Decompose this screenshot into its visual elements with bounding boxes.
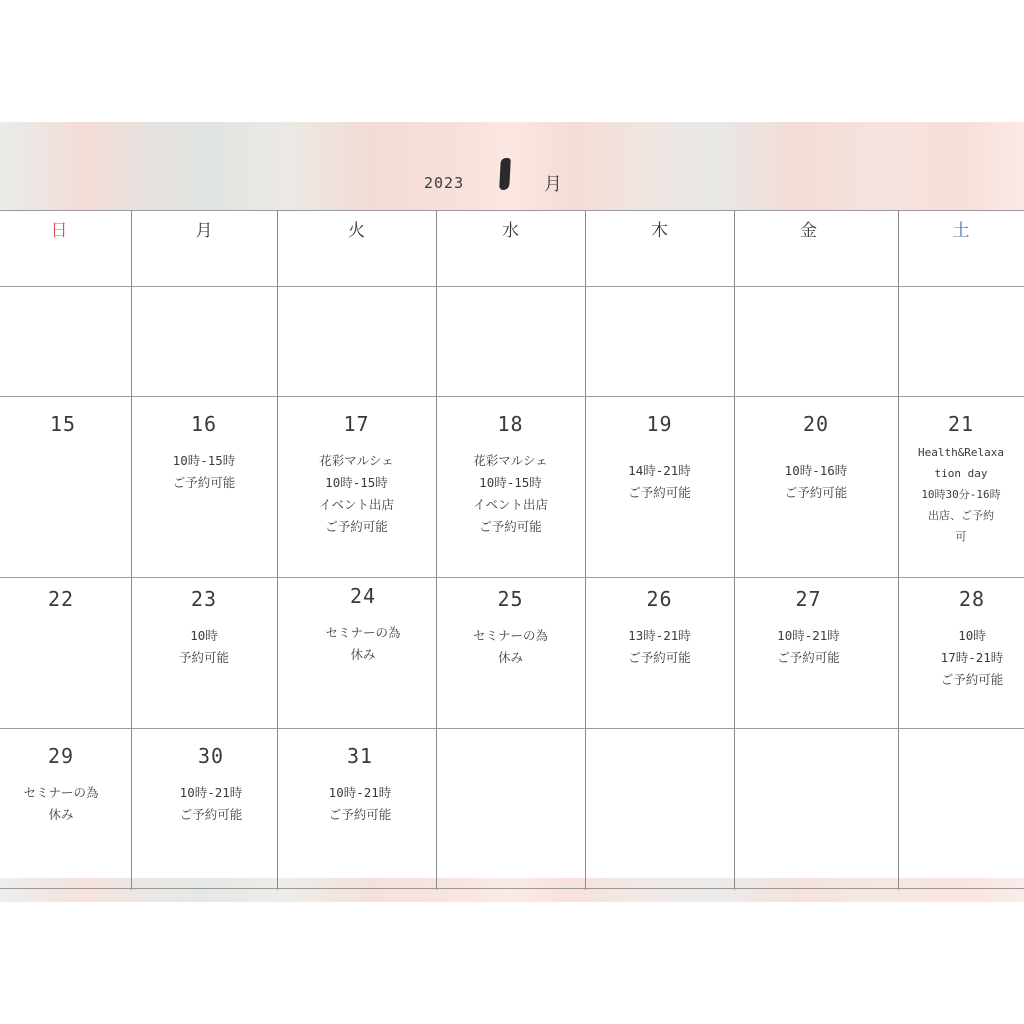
- day-cell: [734, 587, 883, 669]
- day-cell: [131, 587, 277, 669]
- day-number: 18: [497, 412, 524, 436]
- day-note: 10時-15時 ご予約可能: [172, 453, 236, 490]
- day-number: 22: [47, 587, 75, 611]
- grid-line: [0, 888, 1024, 889]
- day-note: 10時-21時 ご予約可能: [777, 628, 840, 665]
- day-cell: [436, 587, 585, 669]
- grid-line: [898, 210, 899, 890]
- day-note: 13時-21時 ご予約可能: [628, 628, 691, 665]
- day-number: 28: [958, 587, 986, 611]
- grid-line: [0, 577, 1024, 578]
- day-number: 21: [947, 412, 975, 436]
- day-note: Health&Relaxa tion day 10時30分-16時 出店、ご予約 可: [917, 446, 1005, 543]
- day-number: 17: [343, 412, 370, 436]
- day-cell: [0, 587, 122, 625]
- day-note: 10時-21時 ご予約可能: [179, 785, 243, 822]
- day-note: 10時-16時 ご予約可能: [784, 463, 848, 500]
- day-note: 花彩マルシェ 10時-15時 イベント出店 ご予約可能: [318, 453, 394, 534]
- day-number: 26: [646, 587, 673, 611]
- day-number: 25: [497, 587, 524, 611]
- day-number: 31: [346, 744, 374, 768]
- weekday-monday: 月: [195, 221, 213, 241]
- day-number: 30: [197, 744, 225, 768]
- day-cell: [277, 412, 436, 538]
- day-number: 16: [190, 412, 218, 436]
- day-cell: [585, 412, 734, 504]
- day-cell: [0, 412, 126, 450]
- day-note: セミナーの為 休み: [472, 628, 548, 665]
- weekday-sunday: 日: [50, 221, 68, 241]
- weekday-friday: 金: [800, 221, 817, 241]
- day-note: 10時 予約可能: [178, 628, 229, 665]
- day-number: 27: [795, 587, 822, 611]
- day-number: 24: [349, 584, 377, 608]
- day-note: 10時 17時-21時 ご予約可能: [940, 628, 1004, 687]
- day-number: 23: [190, 587, 218, 611]
- day-cell: [131, 412, 277, 494]
- day-cell: [277, 744, 443, 826]
- day-note: 10時-21時 ご予約可能: [328, 785, 392, 822]
- day-note: 14時-21時 ご予約可能: [628, 463, 691, 500]
- day-note: セミナーの為 休み: [23, 785, 99, 822]
- day-number: 20: [802, 412, 830, 436]
- grid-line: [585, 210, 586, 890]
- day-cell: [585, 587, 734, 669]
- day-note: 花彩マルシェ 10時-15時 イベント出店 ご予約可能: [472, 453, 548, 534]
- grid-line: [0, 210, 1024, 211]
- weekday-saturday: 土: [952, 221, 970, 241]
- grid-line: [0, 728, 1024, 729]
- day-number: 29: [47, 744, 75, 768]
- day-cell: [898, 412, 1024, 547]
- weekday-tuesday: 火: [348, 221, 365, 241]
- month-label: 月: [544, 174, 562, 195]
- day-cell: [131, 744, 291, 826]
- weekday-wednesday: 水: [502, 221, 519, 241]
- day-number: 15: [49, 412, 77, 436]
- day-cell: [277, 584, 449, 666]
- day-number: 19: [646, 412, 673, 436]
- grid-line: [0, 286, 1024, 287]
- grid-line: [734, 210, 735, 890]
- day-cell: [436, 412, 585, 538]
- day-cell: [0, 744, 122, 826]
- day-cell: [898, 587, 1024, 691]
- day-note: セミナーの為 休み: [325, 625, 401, 662]
- grid-line: [0, 396, 1024, 397]
- weekday-thursday: 木: [651, 221, 668, 241]
- year-label: 2023: [424, 174, 465, 192]
- day-cell: [734, 412, 898, 504]
